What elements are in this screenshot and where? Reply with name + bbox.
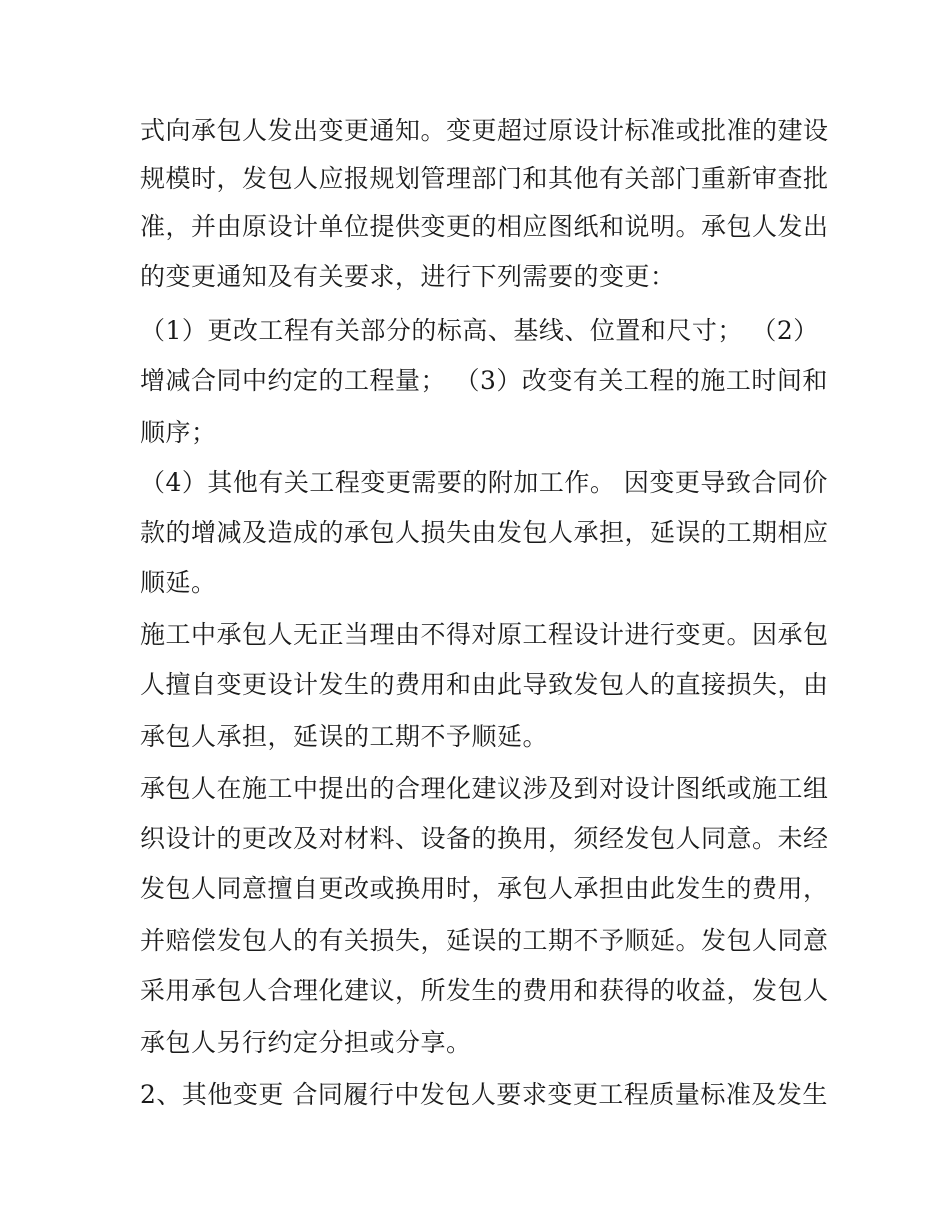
text-line: 织设计的更改及对材料、设备的换用，须经发包人同意。未经	[140, 824, 829, 853]
text-line: 发包人同意擅自更改或换用时，承包人承担由此发生的费用，	[140, 874, 829, 903]
text-line: 人擅自变更设计发生的费用和由此导致发包人的直接损失，由	[140, 670, 829, 699]
text-line: 增减合同中约定的工程量； （3）改变有关工程的施工时间和	[140, 366, 828, 395]
text-line: （1）更改工程有关部分的标高、基线、位置和尺寸； （2）	[140, 316, 819, 345]
text-line: 2、其他变更 合同履行中发包人要求变更工程质量标准及发生	[140, 1080, 828, 1109]
text-line: 采用承包人合理化建议，所发生的费用和获得的收益，发包人	[140, 976, 829, 1005]
text-line: 的变更通知及有关要求，进行下列需要的变更：	[140, 262, 676, 291]
text-line: 准，并由原设计单位提供变更的相应图纸和说明。承包人发出	[140, 212, 829, 241]
text-line: 款的增减及造成的承包人损失由发包人承担，延误的工期相应	[140, 518, 829, 547]
text-line: 承包人承担，延误的工期不予顺延。	[140, 722, 549, 751]
text-line: （4）其他有关工程变更需要的附加工作。 因变更导致合同价	[140, 468, 828, 497]
text-line: 式向承包人发出变更通知。变更超过原设计标准或批准的建设	[140, 116, 829, 145]
text-line: 并赔偿发包人的有关损失，延误的工期不予顺延。发包人同意	[140, 926, 829, 955]
text-line: 承包人在施工中提出的合理化建议涉及到对设计图纸或施工组	[140, 774, 829, 803]
text-line: 承包人另行约定分担或分享。	[140, 1028, 472, 1057]
text-line: 规模时，发包人应报规划管理部门和其他有关部门重新审查批	[140, 164, 829, 193]
text-line: 施工中承包人无正当理由不得对原工程设计进行变更。因承包	[140, 620, 829, 649]
text-line: 顺延。	[140, 568, 217, 597]
text-line: 顺序；	[140, 418, 217, 447]
